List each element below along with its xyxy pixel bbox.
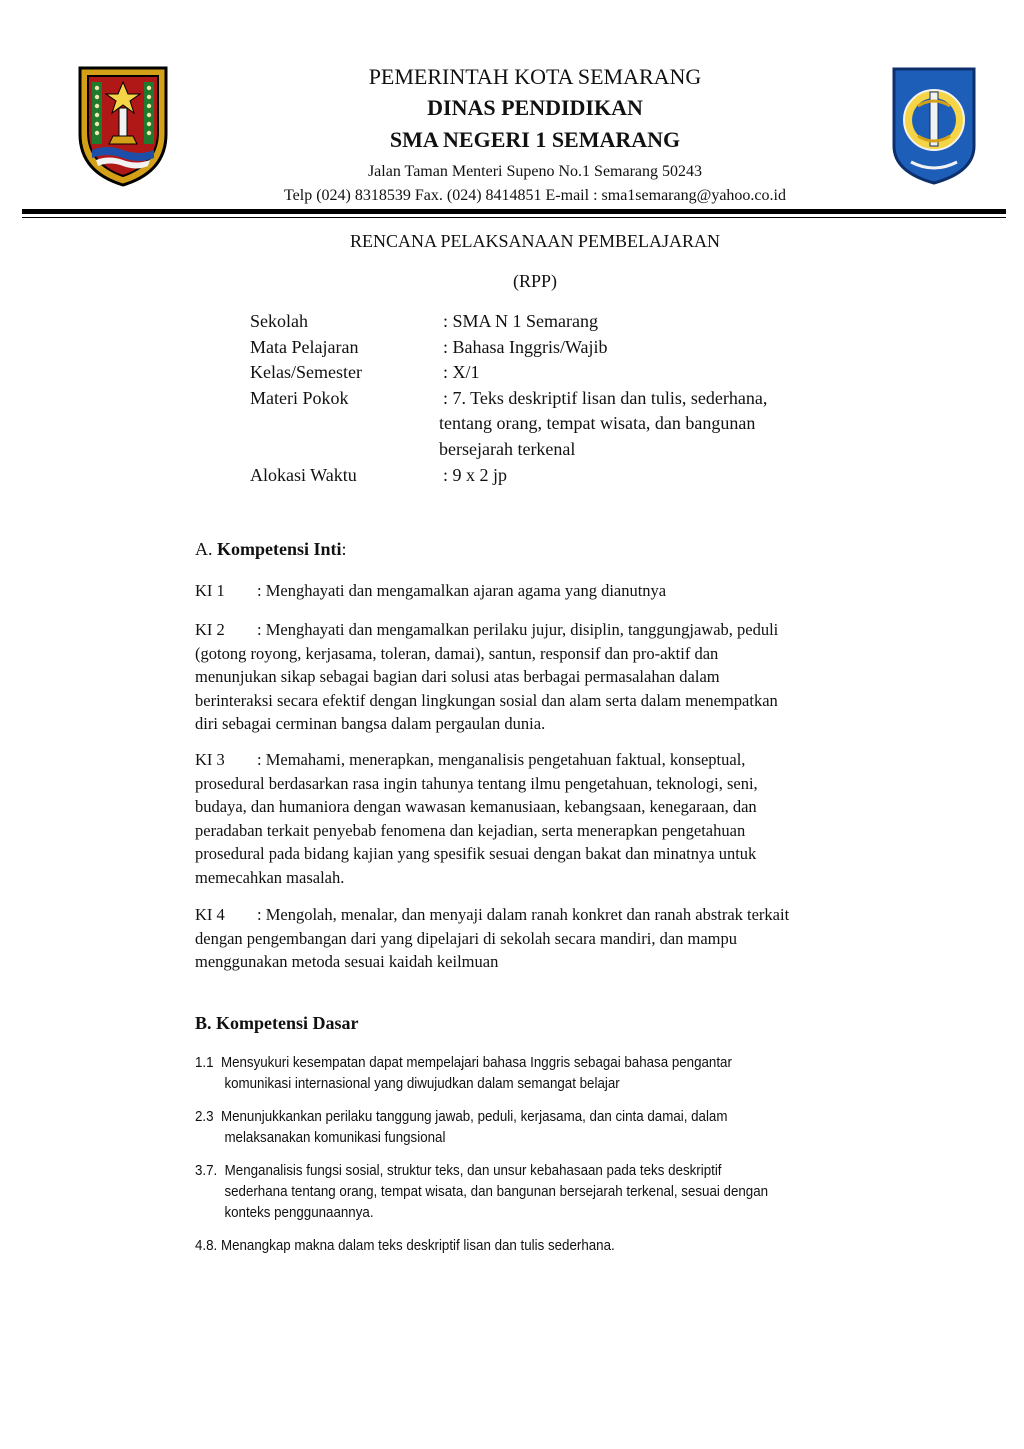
ki-number: KI 2 [195,620,225,639]
identity-value: : 9 x 2 jp [443,464,508,485]
kd-2-3 [195,1107,830,1149]
ki-line: budaya, dan humaniora dengan wawasan kemanusiaan, kebangsaan, kenegaraan, dan [195,797,757,817]
ki-text: : Menghayati dan mengamalkan ajaran agama yang dianutnya [257,581,667,600]
identity-label: Mata Pelajaran [250,336,359,357]
kd-number: 2.3 [195,1109,214,1125]
ki-number: KI 1 [195,581,225,600]
identity-label: Sekolah [250,311,308,331]
kd-line: komunikasi internasional yang diwujudkan dalam semangat belajar [224,1076,620,1092]
letterhead-divider-thin [22,217,1006,218]
ki-line [195,748,885,772]
kd-line: sederhana tentang orang, tempat wisata, dan bangunan bersejarah terkenal, sesuai dengan [224,1184,769,1200]
letterhead-government: PEMERINTAH KOTA SEMARANG [368,64,702,89]
kd-line: melaksanakan komunikasi fungsional [224,1130,446,1146]
ki-3 [195,748,885,890]
document-title: RENCANA PELAKSANAAN PEMBELAJARAN [349,231,721,251]
ki-line [195,579,885,603]
kd-text: Menunjukkankan perilaku tanggung jawab, peduli, kerjasama, dan cinta damai, dalam [220,1109,728,1125]
kd-number: 3.7. [195,1163,218,1179]
letterhead-divider-thick [22,209,1006,214]
kd-text: Menganalisis fungsi sosial, struktur teks, dan unsur kebahasaan pada teks deskriptif [224,1163,722,1179]
ki-line [195,903,885,927]
ki-number: KI 4 [195,905,225,924]
identity-value: : SMA N 1 Semarang [443,311,598,331]
letterhead-department: DINAS PENDIDIKAN [427,95,643,120]
identity-label: Kelas/Semester [250,362,362,383]
document-subtitle: (RPP) [512,271,557,291]
ki-text: : Menghayati dan mengamalkan perilaku jujur, disiplin, tanggungjawab, peduli [257,620,779,639]
ki-line: berinteraksi secara efektif dengan lingkungan sosial dan alam serta dalam menempatkan [195,690,778,710]
ki-line: memecahkan masalah. [195,867,345,887]
letterhead-address: Jalan Taman Menteri Supeno No.1 Semarang 50243 [367,163,703,180]
section-a-heading [195,539,347,560]
ki-line: diri sebagai cerminan bangsa dalam pergaulan dunia. [195,714,546,734]
section-a-suffix: : [341,539,347,559]
section-b-heading: B. Kompetensi Dasar [195,1013,359,1033]
identity-value-continuation: bersejarah terkenal [439,438,576,459]
ki-line [195,618,885,642]
identity-value: : Bahasa Inggris/Wajib [443,336,608,357]
identity-value: : 7. Teks deskriptif lisan dan tulis, sederhana, [443,387,768,408]
ki-line: menggunakan metoda sesuai kaidah keilmuan [195,952,499,972]
letterhead [200,60,870,208]
kd-line: konteks penggunaannya. [224,1205,374,1221]
ki-text: : Mengolah, menalar, dan menyaji dalam ranah konkret dan ranah abstrak terkait [257,905,790,924]
kota-semarang-logo [76,64,170,188]
ki-line: dengan pengembangan dari yang dipelajari di sekolah secara mandiri, dan mampu [195,928,738,948]
kd-4-8 [195,1236,830,1257]
ki-text: : Memahami, menerapkan, menganalisis pengetahuan faktual, konseptual, [257,750,746,769]
kd-line [195,1107,830,1128]
letterhead-school: SMA NEGERI 1 SEMARANG [389,127,681,152]
kd-number: 1.1 [195,1055,214,1071]
ki-line: (gotong royong, kerjasama, toleran, damai), santun, responsif dan pro-aktif dan [195,643,719,663]
identity-label: Materi Pokok [250,387,349,408]
identity-value-continuation: tentang orang, tempat wisata, dan bangunan [439,413,756,434]
kd-line [195,1053,830,1074]
kd-1-1 [195,1053,830,1095]
ki-line: prosedural pada bidang kajian yang spesifik sesuai dengan bakat dan minatnya untuk [195,844,757,864]
ki-1 [195,579,885,603]
kd-text: Mensyukuri kesempatan dapat mempelajari bahasa Inggris sebagai bahasa pengantar [220,1055,732,1071]
ki-line: menunjukan sikap sebagai bagian dari solusi atas berbagai permasalahan dalam [195,667,720,687]
ki-number: KI 3 [195,750,225,769]
kd-text: Menangkap makna dalam teks deskriptif lisan dan tulis sederhana. [220,1238,615,1254]
section-a-title: Kompetensi Inti [217,539,342,559]
ki-2 [195,618,885,736]
identity-label: Alokasi Waktu [250,464,357,485]
letterhead-contact: Telp (024) 8318539 Fax. (024) 8414851 E-mail : sma1semarang@yahoo.co.id [284,187,786,204]
kd-3-7 [195,1161,830,1224]
identity-value: : X/1 [443,362,480,383]
kd-line [195,1161,830,1182]
kd-line [195,1236,830,1257]
kd-number: 4.8. [195,1238,218,1254]
ki-4 [195,903,885,974]
section-a-prefix: A. [195,539,217,559]
sma-negeri-1-semarang-logo [891,66,977,186]
ki-line: peradaban terkait penyebab fenomena dan kejadian, serta menerapkan pengetahuan [195,820,746,840]
ki-line: prosedural berdasarkan rasa ingin tahunya tentang ilmu pengetahuan, teknologi, seni, [195,773,758,793]
